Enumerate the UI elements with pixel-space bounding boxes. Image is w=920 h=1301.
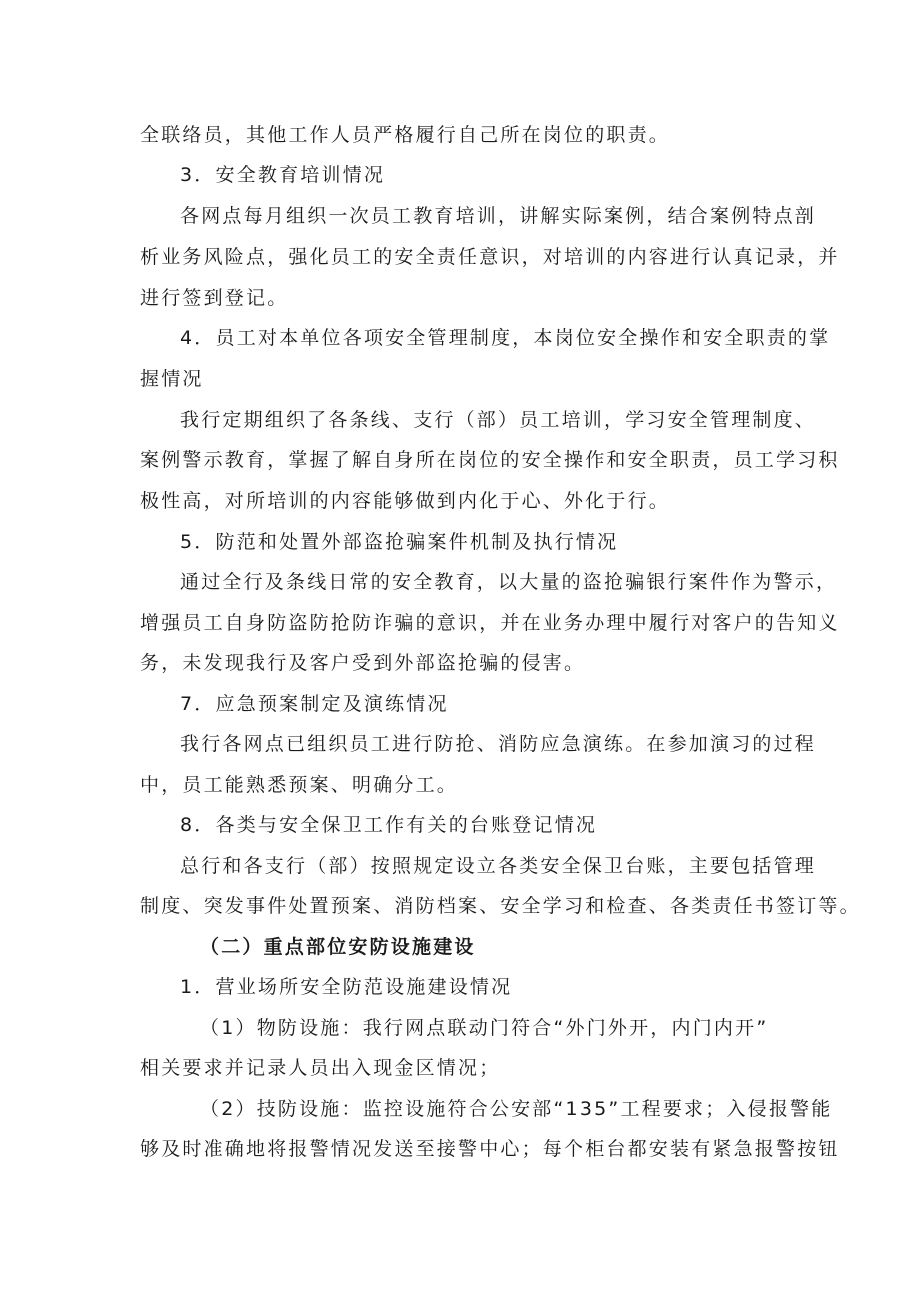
paragraph-line: 务，未发现我行及客户受到外部盗抢骗的侵害。	[140, 652, 586, 674]
paragraph-line: 总行和各支行（部）按照规定设立各类安全保卫台账，主要包括管理	[180, 855, 817, 877]
section-heading: 1．营业场所安全防范设施建设情况	[180, 976, 513, 998]
paragraph-line: 进行签到登记。	[140, 287, 289, 309]
paragraph-line: 通过全行及条线日常的安全教育，以大量的盗抢骗银行案件作为警示，	[180, 571, 838, 593]
paragraph-line: 中，员工能熟悉预案、明确分工。	[140, 774, 459, 796]
paragraph-line: （2）技防设施：监控设施符合公安部“135”工程要求；入侵报警能	[200, 1098, 833, 1120]
paragraph-line: 制度、突发事件处置预案、消防档案、安全学习和检查、各类责任书签订等。	[140, 895, 861, 917]
section-heading-cont: 握情况	[140, 368, 204, 390]
section-heading: 7．应急预案制定及演练情况	[180, 693, 449, 715]
subsection-title: （二）重点部位安防设施建设	[200, 936, 476, 958]
paragraph-line: 够及时准确地将报警情况发送至接警中心；每个柜台都安装有紧急报警按钮	[140, 1138, 840, 1160]
paragraph-line: 全联络员，其他工作人员严格履行自己所在岗位的职责。	[140, 124, 671, 146]
paragraph-line: 各网点每月组织一次员工教育培训，讲解实际案例，结合案例特点剖	[180, 205, 817, 227]
section-heading: 3．安全教育培训情况	[180, 164, 386, 186]
paragraph-line: 极性高，对所培训的内容能够做到内化于心、外化于行。	[140, 490, 671, 512]
paragraph-line: 相关要求并记录人员出入现金区情况；	[140, 1057, 501, 1079]
paragraph-line: 我行定期组织了各条线、支行（部）员工培训，学习安全管理制度、	[180, 409, 817, 431]
paragraph-line: （1）物防设施：我行网点联动门符合“外门外开，内门内开”	[200, 1017, 769, 1039]
paragraph-line: 案例警示教育，掌握了解自身所在岗位的安全操作和安全职责，员工学习积	[140, 449, 840, 471]
paragraph-line: 析业务风险点，强化员工的安全责任意识，对培训的内容进行认真记录，并	[140, 246, 840, 268]
section-heading: 5．防范和处置外部盗抢骗案件机制及执行情况	[180, 531, 619, 553]
paragraph-line: 增强员工自身防盗防抢防诈骗的意识，并在业务办理中履行对客户的告知义	[140, 612, 840, 634]
paragraph-line: 我行各网点已组织员工进行防抢、消防应急演练。在参加演习的过程	[180, 733, 817, 755]
section-heading: 4．员工对本单位各项安全管理制度，本岗位安全操作和安全职责的掌	[180, 327, 831, 349]
section-heading: 8．各类与安全保卫工作有关的台账登记情况	[180, 814, 598, 836]
